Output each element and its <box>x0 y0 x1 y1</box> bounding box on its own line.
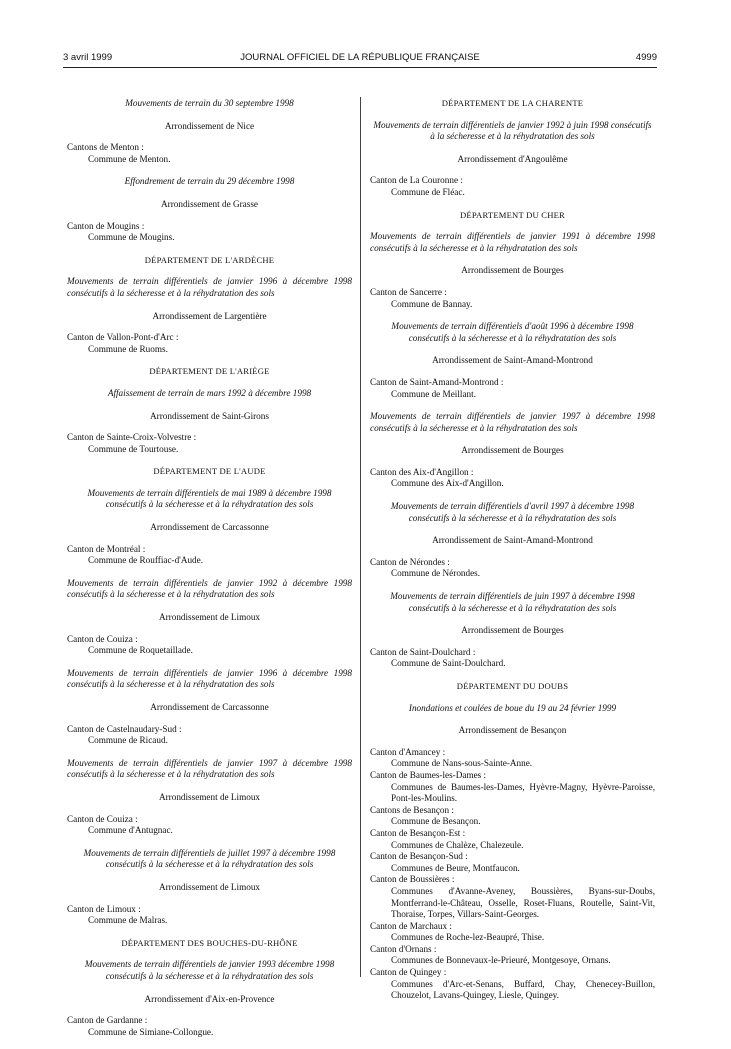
canton-name: Canton de Vallon-Pont-d'Arc : <box>67 332 179 343</box>
department-heading: DÉPARTEMENT DE LA CHARENTE <box>441 98 584 108</box>
commune-list: Communes de Baumes-les-Dames, Hyèvre-Magny, Hyèvre-Paroisse, Pont-les-Moulins. <box>391 781 655 804</box>
canton-name: Canton de La Couronne : <box>370 175 463 186</box>
arrondissement-heading: Arrondissement de Carcassonne <box>150 522 269 533</box>
canton-name: Canton de Saint-Doulchard : <box>370 646 476 657</box>
commune-list: Commune de Ruoms. <box>88 343 168 354</box>
event-title: Mouvements de terrain différentiels de juillet 1997 à décembre 1998 consécutifs à la sécheresse et à la réhydratation des sols <box>83 847 336 870</box>
canton-block <box>67 332 352 355</box>
column-divider <box>360 97 361 977</box>
right-column <box>370 98 655 1002</box>
arrondissement-heading: Arrondissement d'Aix-en-Provence <box>144 993 275 1004</box>
canton-block <box>67 634 352 657</box>
canton-block <box>67 724 352 747</box>
canton-name: Canton de Montréal : <box>67 543 146 554</box>
event-title: Mouvements de terrain différentiels d'août 1996 à décembre 1998 consécutifs à la sécheresse et à la réhydratation des sols <box>391 321 634 343</box>
event-title: Mouvements de terrain différentiels d'avril 1997 à décembre 1998 consécutifs à la sécheresse et à la réhydratation des sols <box>390 501 635 523</box>
arrondissement-heading: Arrondissement de Carcassonne <box>150 702 269 712</box>
department-heading: DÉPARTEMENT DE L'ARIÈGE <box>149 366 270 377</box>
commune-list: Communes d'Arc-et-Senans, Buffard, Chay, Chenecey-Buillon, Chouzelot, Lavans-Quingey, Liesle, Quingey. <box>391 978 655 1001</box>
arrondissement-heading: Arrondissement de Limoux <box>158 612 261 623</box>
canton-name: Canton de Mougins : <box>67 220 145 231</box>
arrondissement-heading: Arrondissement de Saint-Amand-Montrond <box>432 535 593 546</box>
commune-list: Commune de Nans-sous-Sainte-Anne. <box>391 758 533 769</box>
arrondissement-heading: Arrondissement de Nice <box>164 120 255 131</box>
canton-name: Cantons de Besançon : <box>370 804 454 815</box>
arrondissement-heading: Arrondissement d'Angoulême <box>457 153 568 164</box>
commune-list: Communes de Beure, Montfaucon. <box>391 862 520 873</box>
commune-list: Commune de Menton. <box>88 153 171 164</box>
canton-block <box>67 1015 352 1038</box>
canton-name: Canton d'Amancey : <box>370 746 446 757</box>
commune-list: Communes de Bonnevaux-le-Prieuré, Montgesoye, Ornans. <box>391 955 611 966</box>
event-title: Mouvements de terrain différentiels de janvier 1991 à décembre 1998 consécutifs à la sécheresse et à la réhydratation des sols <box>370 231 655 253</box>
department-heading: DÉPARTEMENT DE L'ARDÈCHE <box>144 254 275 265</box>
canton-name: Canton des Aix-d'Angillon : <box>370 466 474 477</box>
commune-list: Commune de Roquetaillade. <box>88 645 193 656</box>
commune-list: Communes de Chalèze, Chalezeule. <box>391 839 524 850</box>
event-title: Mouvements de terrain différentiels de janvier 1992 à décembre 1998 consécutifs à la sécheresse et à la réhydratation des sols <box>67 577 352 600</box>
department-heading: DÉPARTEMENT DU CHER <box>460 209 565 220</box>
canton-name: Canton d'Ornans : <box>370 943 437 954</box>
event-title: Affaissement de terrain de mars 1992 à décembre 1998 <box>107 387 312 398</box>
commune-list: Commune de Mougins. <box>88 232 175 243</box>
canton-block <box>370 287 655 310</box>
event-title: Mouvements de terrain différentiels de janvier 1997 à décembre 1998 consécutifs à la sécheresse et à la réhydratation des sols <box>370 411 655 433</box>
canton-name: Canton de Castelnaudary-Sud : <box>67 723 182 734</box>
canton-block <box>370 647 655 670</box>
event-title: Effondrement de terrain du 29 décembre 1998 <box>124 176 295 187</box>
arrondissement-heading: Arrondissement de Bourges <box>461 625 564 636</box>
header-rule <box>63 67 657 68</box>
journal-title: JOURNAL OFFICIEL DE LA RÉPUBLIQUE FRANÇAISE <box>240 52 480 63</box>
commune-list: Commune de Nérondes. <box>391 568 481 579</box>
page-header <box>63 52 657 66</box>
canton-block <box>67 904 352 927</box>
event-title: Mouvements de terrain différentiels de janvier 1996 à décembre 1998 consécutifs à la sécheresse et à la réhydratation des sols <box>67 667 352 690</box>
issue-date: 3 avril 1999 <box>63 52 113 63</box>
commune-list: Commune de Meillant. <box>391 388 476 399</box>
canton-block <box>370 175 655 198</box>
canton-block <box>67 544 352 567</box>
canton-name: Canton de Besançon-Est : <box>370 827 466 838</box>
commune-list: Communes de Roche-lez-Beaupré, Thise. <box>391 932 545 943</box>
canton-block <box>370 377 655 400</box>
canton-name: Canton de Couiza : <box>67 633 138 644</box>
event-title: Inondations et coulées de boue du 19 au 24 février 1999 <box>408 702 617 713</box>
commune-list: Commune de Rouffiac-d'Aude. <box>88 555 204 566</box>
canton-name: Canton de Sancerre : <box>370 286 447 297</box>
canton-block <box>67 814 352 837</box>
commune-list: Commune de Simiane-Collongue. <box>88 1026 214 1037</box>
canton-block <box>370 557 655 580</box>
left-column <box>67 98 352 1049</box>
page-number: 4999 <box>635 52 657 63</box>
arrondissement-heading: Arrondissement de Saint-Girons <box>150 410 269 421</box>
arrondissement-heading: Arrondissement de Saint-Amand-Montrond <box>432 355 593 366</box>
canton-block <box>67 432 352 455</box>
commune-list: Commune de Saint-Doulchard. <box>391 658 506 669</box>
event-title: Mouvements de terrain différentiels de janvier 1993 décembre 1998 consécutifs à la sécheresse et à la réhydratation des sols <box>84 959 335 981</box>
commune-list: Commune de Besançon. <box>391 816 481 827</box>
commune-list: Commune de Fléac. <box>391 186 465 197</box>
event-title: Mouvements de terrain différentiels de janvier 1996 à décembre 1998 consécutifs à la sécheresse et à la réhydratation des sols <box>67 276 352 298</box>
event-title: Mouvements de terrain différentiels de mai 1989 à décembre 1998 consécutifs à la sécheresse et à la réhydratation des sols <box>87 487 332 510</box>
canton-name: Canton de Limoux : <box>67 903 141 914</box>
arrondissement-heading: Arrondissement de Largentière <box>152 310 267 321</box>
canton-name: Canton de Saint-Amand-Montrond : <box>370 376 504 387</box>
department-heading: DÉPARTEMENT DU DOUBS <box>456 681 569 691</box>
event-title: Mouvements de terrain différentiels de janvier 1992 à juin 1998 consécutifs à la sécheresse et à la réhydratation des sols <box>373 119 652 142</box>
arrondissement-heading: Arrondissement de Bourges <box>461 265 564 276</box>
commune-list: Commune de Malras. <box>88 915 168 926</box>
commune-list: Commune d'Antugnac. <box>88 825 173 836</box>
canton-list <box>370 747 655 1002</box>
canton-name: Canton de Baumes-les-Dames : <box>370 769 487 780</box>
canton-name: Canton de Sainte-Croix-Volvestre : <box>67 432 197 443</box>
canton-block <box>67 221 352 244</box>
commune-list: Commune de Ricaud. <box>88 735 168 746</box>
canton-name: Canton de Gardanne : <box>67 1015 148 1026</box>
canton-name: Canton de Besançon-Sud : <box>370 851 468 862</box>
arrondissement-heading: Arrondissement de Limoux <box>158 791 261 802</box>
arrondissement-heading: Arrondissement de Besançon <box>458 725 567 736</box>
arrondissement-heading: Arrondissement de Grasse <box>161 198 258 209</box>
event-title: Mouvements de terrain du 30 septembre 1998 <box>125 98 294 108</box>
department-heading: DÉPARTEMENT DES BOUCHES-DU-RHÔNE <box>121 937 298 948</box>
canton-name: Canton de Nérondes : <box>370 556 450 567</box>
department-heading: DÉPARTEMENT DE L'AUDE <box>153 466 266 477</box>
commune-list: Commune des Aix-d'Angillon. <box>391 478 504 489</box>
canton-name: Cantons de Menton : <box>67 142 144 153</box>
canton-name: Canton de Couiza : <box>67 813 138 824</box>
canton-name: Canton de Marchaux : <box>370 920 452 931</box>
arrondissement-heading: Arrondissement de Bourges <box>461 445 564 456</box>
event-title: Mouvements de terrain différentiels de juin 1997 à décembre 1998 consécutifs à la sécheresse et à la réhydratation des sols <box>390 591 635 613</box>
commune-list: Commune de Bannay. <box>391 298 473 309</box>
canton-name: Canton de Boussières : <box>370 874 455 885</box>
commune-list: Commune de Tourtouse. <box>88 443 179 454</box>
canton-block <box>370 467 655 490</box>
commune-list: Communes d'Avanne-Aveney, Boussières, Byans-sur-Doubs, Montferrand-le-Château, Osselle, Roset-Fluans, Routelle, Saint-Vit, Thoraise, Torpes, Villars-Saint-Georges. <box>391 885 655 920</box>
canton-name: Canton de Quingey : <box>370 967 447 978</box>
event-title: Mouvements de terrain différentiels de janvier 1997 à décembre 1998 consécutifs à la sécheresse et à la réhydratation des sols <box>67 757 352 780</box>
arrondissement-heading: Arrondissement de Limoux <box>158 881 261 892</box>
canton-block <box>67 142 352 165</box>
